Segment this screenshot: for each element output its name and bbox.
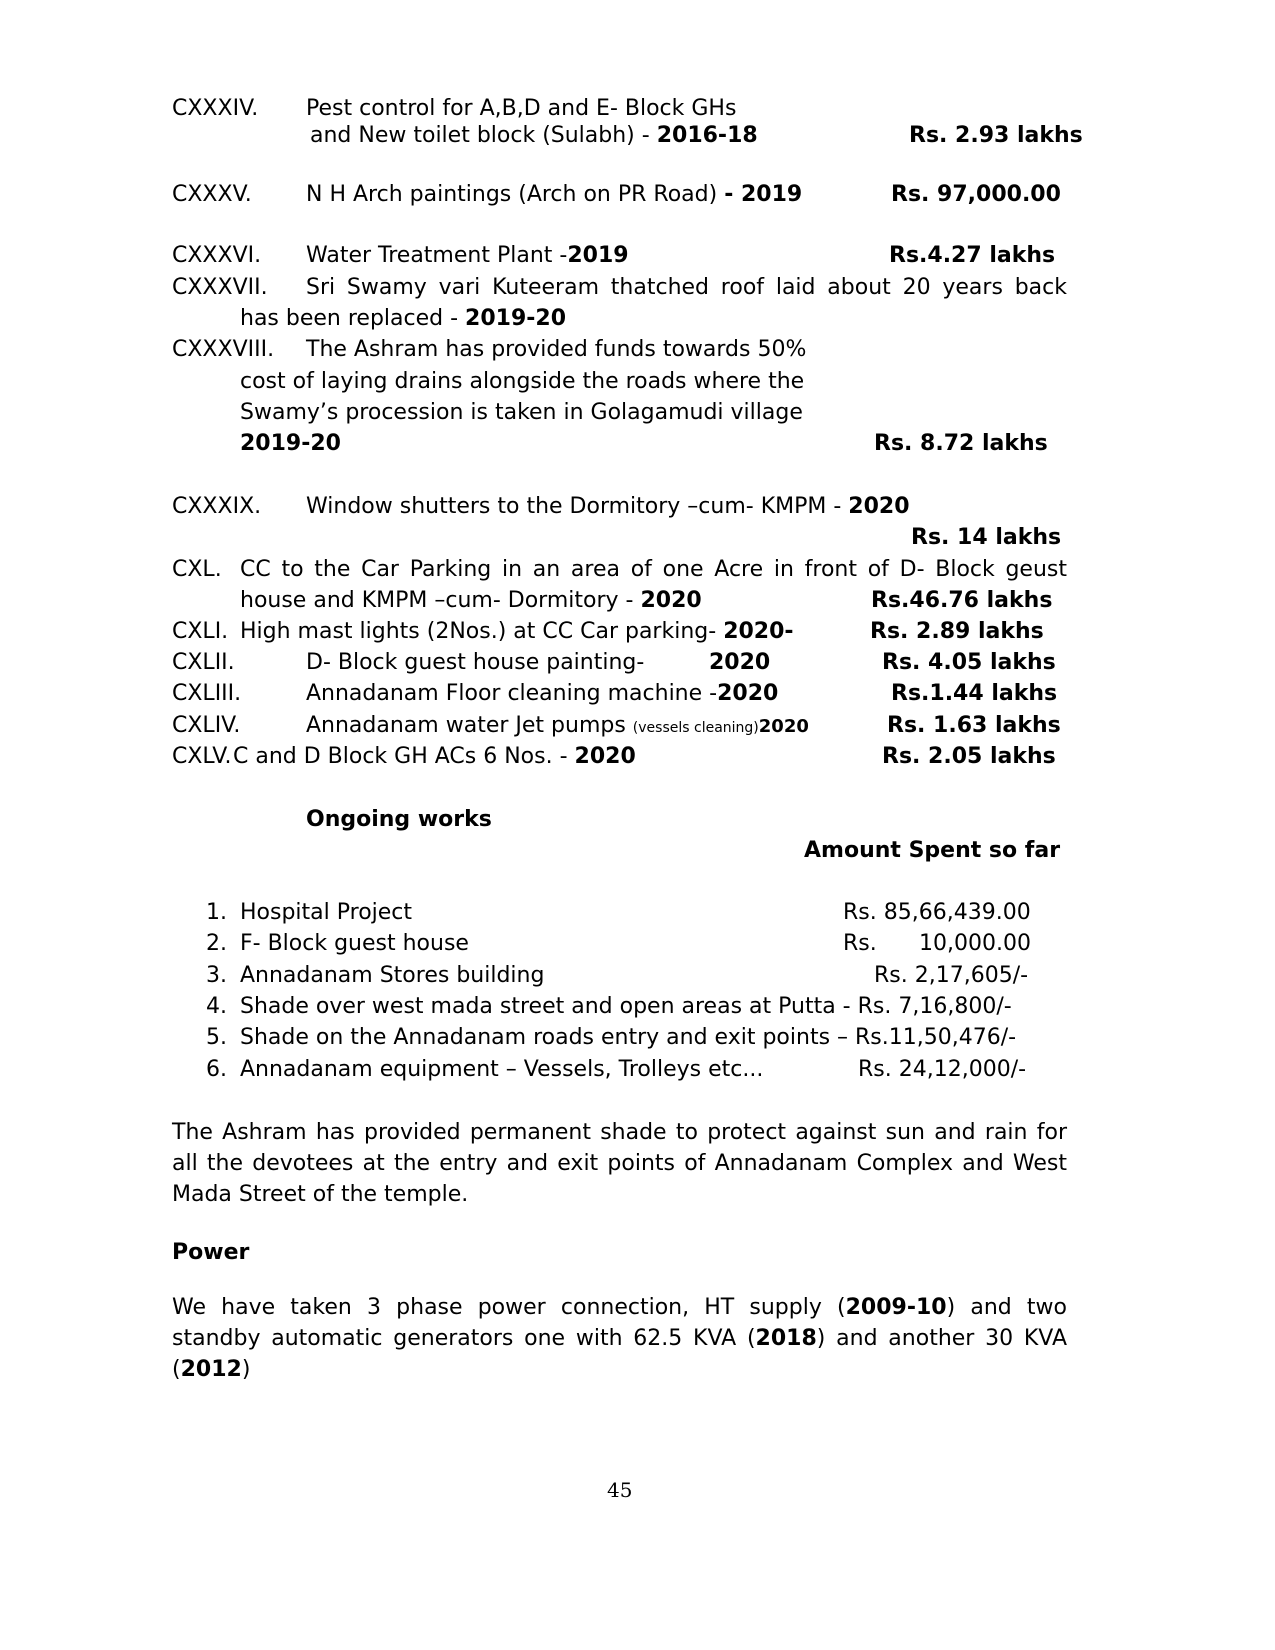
item-text: C and D Block GH ACs 6 Nos. - 2020	[233, 744, 636, 769]
paragraph-line: The Ashram has provided permanent shade to protect against sun and rain for	[172, 1120, 1067, 1145]
paragraph-line: all the devotees at the entry and exit points of Annadanam Complex and West	[172, 1151, 1067, 1176]
item-text: has been replaced - 2019-20	[240, 306, 567, 331]
item-text: and New toilet block (Sulabh) - 2016-18	[310, 123, 758, 148]
paragraph-line: (2012)	[172, 1357, 251, 1382]
item-text: Swamy’s procession is taken in Golagamudi village	[240, 400, 803, 425]
item-text: CC to the Car Parking in an area of one Acre in front of D- Block geust	[240, 557, 1067, 582]
item-text: Annadanam water Jet pumps (vessels cleaning)2020	[306, 713, 809, 738]
list-number: 3.	[206, 963, 227, 988]
item-number: CXLI.	[172, 619, 229, 644]
item-number: CXXXVII.	[172, 275, 268, 300]
item-amount: Rs.46.76 lakhs	[871, 588, 1053, 613]
item-number: CXXXVI.	[172, 243, 262, 268]
item-year: 2019-20	[240, 431, 341, 456]
paragraph-line: We have taken 3 phase power connection, HT supply (2009-10) and two	[172, 1295, 1067, 1320]
item-year: 2020	[709, 650, 771, 675]
item-number: CXLII.	[172, 650, 235, 675]
item-text: cost of laying drains alongside the roads where the	[240, 369, 805, 394]
item-number: CXXXIX.	[172, 494, 262, 519]
list-amount: Rs. 24,12,000/-	[858, 1057, 1027, 1082]
item-text: Water Treatment Plant -2019	[306, 243, 629, 268]
paragraph-line: Mada Street of the temple.	[172, 1182, 469, 1207]
list-number: 6.	[206, 1057, 227, 1082]
list-number: 5.	[206, 1025, 227, 1050]
page-number: 45	[607, 1478, 633, 1502]
list-item: Shade over west mada street and open areas at Putta - Rs. 7,16,800/-	[240, 994, 1012, 1019]
item-number: CXXXVIII.	[172, 337, 275, 362]
list-amount: Rs. 2,17,605/-	[874, 963, 1029, 988]
item-text: High mast lights (2Nos.) at CC Car parking- 2020-	[240, 619, 794, 644]
section-heading-power: Power	[172, 1240, 250, 1265]
list-amount: Rs. 85,66,439.00	[843, 900, 1031, 925]
item-number: CXXXIV.	[172, 96, 259, 121]
ongoing-heading: Ongoing works	[306, 807, 492, 832]
item-amount: Rs. 2.93 lakhs	[909, 123, 1083, 148]
item-number: CXLIII.	[172, 681, 242, 706]
item-number: CXLIV.	[172, 713, 241, 738]
list-item: Hospital Project	[240, 900, 413, 925]
item-text: house and KMPM –cum- Dormitory - 2020	[240, 588, 702, 613]
item-amount: Rs. 2.05 lakhs	[882, 744, 1056, 769]
amount-heading: Amount Spent so far	[804, 838, 1061, 863]
list-number: 2.	[206, 931, 227, 956]
list-amount: 10,000.00	[919, 931, 1031, 956]
item-text: The Ashram has provided funds towards 50%	[306, 337, 807, 362]
item-amount: Rs. 97,000.00	[891, 182, 1061, 207]
list-item: Annadanam equipment – Vessels, Trolleys etc...	[240, 1057, 764, 1082]
item-text: Sri Swamy vari Kuteeram thatched roof laid about 20 years back	[306, 275, 1067, 300]
item-number: CXXXV.	[172, 182, 252, 207]
list-item: Annadanam Stores building	[240, 963, 545, 988]
item-amount: Rs.1.44 lakhs	[891, 681, 1058, 706]
item-amount: Rs. 8.72 lakhs	[874, 431, 1048, 456]
list-item: F- Block guest house	[240, 931, 469, 956]
item-amount: Rs. 14 lakhs	[911, 525, 1062, 550]
list-number: 1.	[206, 900, 227, 925]
item-number: CXLV.	[172, 744, 232, 769]
item-text: Window shutters to the Dormitory –cum- KMPM - 2020	[306, 494, 910, 519]
item-text: D- Block guest house painting-	[306, 650, 645, 675]
item-text: Annadanam Floor cleaning machine -2020	[306, 681, 779, 706]
item-amount: Rs. 2.89 lakhs	[870, 619, 1044, 644]
item-amount: Rs.4.27 lakhs	[889, 243, 1056, 268]
item-amount: Rs. 4.05 lakhs	[882, 650, 1056, 675]
item-number: CXL.	[172, 557, 222, 582]
item-text: Pest control for A,B,D and E- Block GHs	[306, 96, 737, 121]
item-text: N H Arch paintings (Arch on PR Road) - 2019	[306, 182, 803, 207]
list-amount-prefix: Rs.	[843, 931, 877, 956]
list-item: Shade on the Annadanam roads entry and exit points – Rs.11,50,476/-	[240, 1025, 1017, 1050]
paragraph-line: standby automatic generators one with 62.5 KVA (2018) and another 30 KVA	[172, 1326, 1067, 1351]
item-amount: Rs. 1.63 lakhs	[887, 713, 1061, 738]
list-number: 4.	[206, 994, 227, 1019]
